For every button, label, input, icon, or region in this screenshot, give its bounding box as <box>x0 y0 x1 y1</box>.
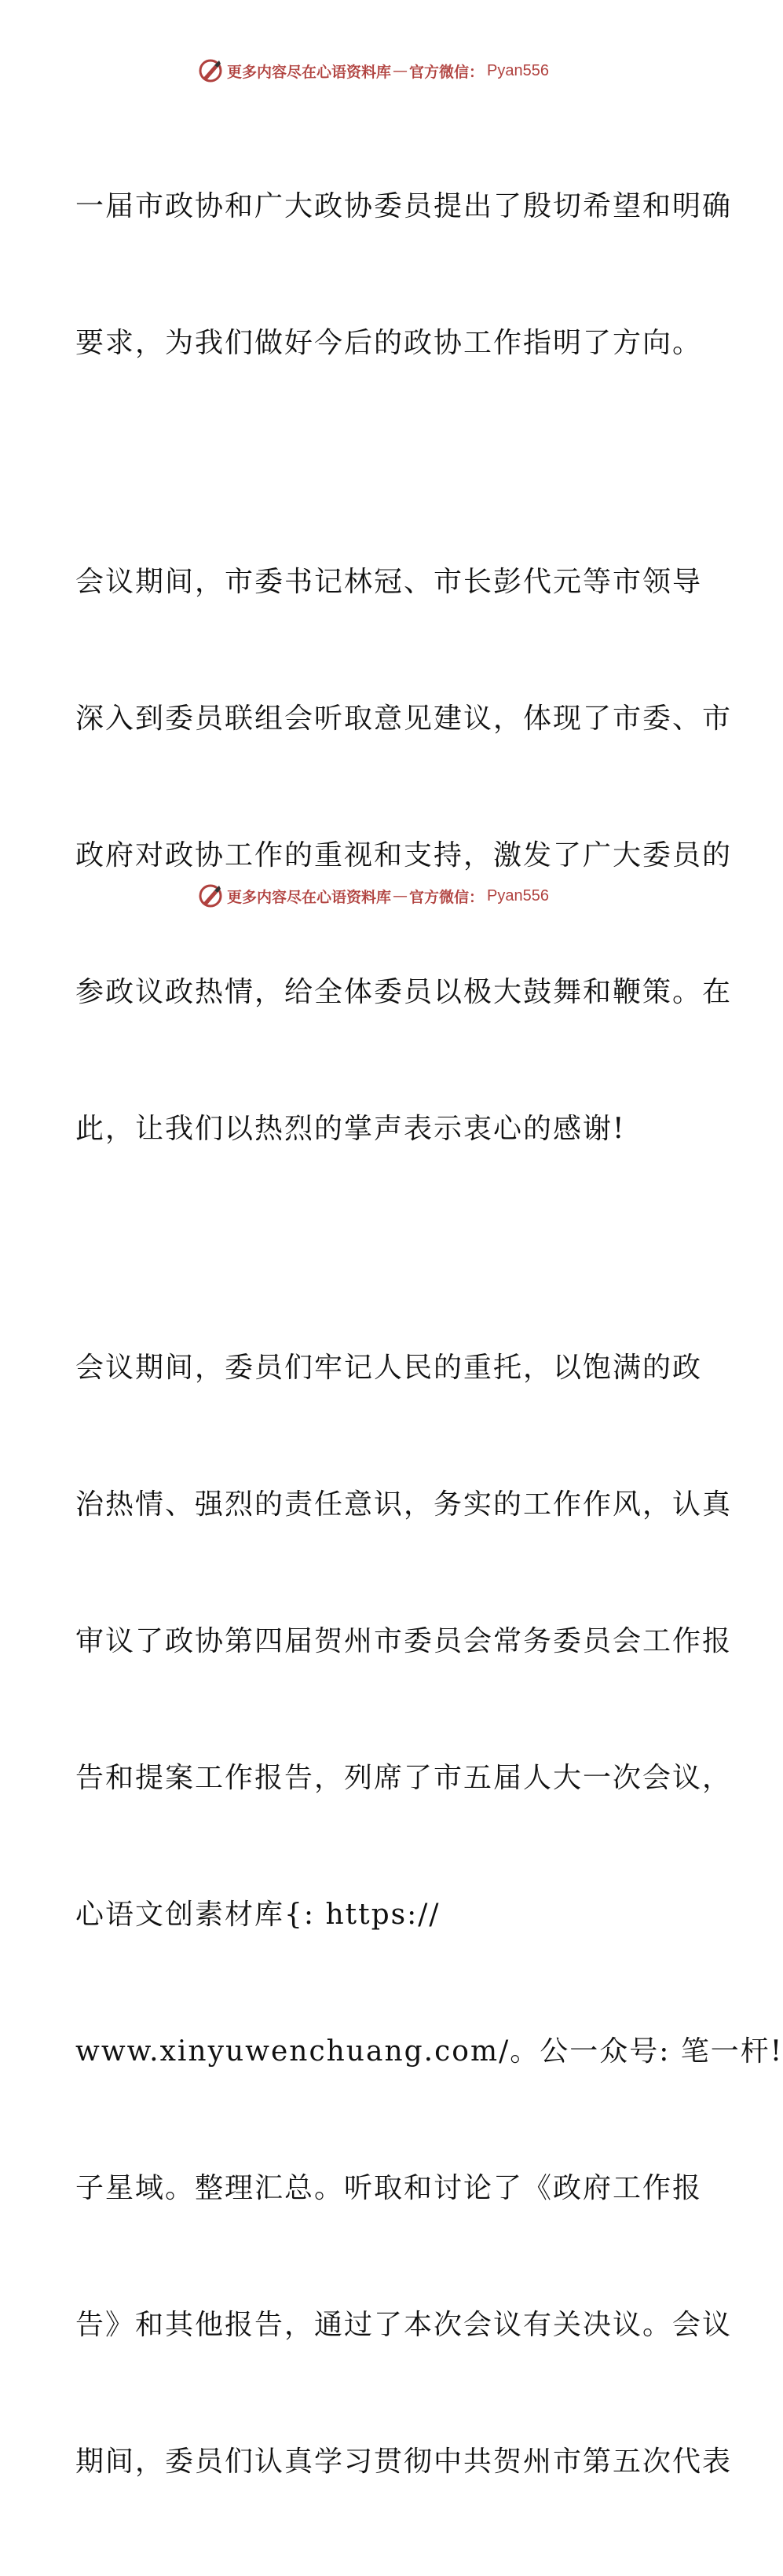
header-wechat-label: 官方微信： <box>409 63 485 81</box>
header-wechat-id: Pyan556 <box>487 61 549 79</box>
header-banner <box>0 55 746 86</box>
footer-brand-text: 更多内容尽在心语资料库 <box>227 888 392 906</box>
pen-logo-icon <box>197 883 224 909</box>
document-body <box>75 93 783 2576</box>
text-line: 会议期间，市委书记林冠、市长彭代元等市领导 <box>75 566 703 598</box>
text-line: www.xinyuwenchuang.com/。公一众号: 笔一杆! <box>75 2035 783 2068</box>
text-line: 一届市政协和广大政协委员提出了殷切希望和明确 <box>75 190 733 222</box>
pen-logo-icon <box>197 57 224 84</box>
text-line: 政府对政协工作的重视和支持，激发了广大委员的 <box>75 839 733 872</box>
footer-dash: — <box>393 887 408 905</box>
footer-banner <box>0 880 746 912</box>
text-line: 治热情、强烈的责任意识，务实的工作作风，认真 <box>75 1488 733 1521</box>
text-line: 告》和其他报告，通过了本次会议有关决议。会议 <box>75 2309 733 2341</box>
paragraph-3 <box>75 1254 783 2576</box>
footer-wechat-id: Pyan556 <box>487 886 549 905</box>
text-line: 告和提案工作报告，列席了市五届人大一次会议， <box>75 1762 733 1794</box>
text-line: 深入到委员联组会听取意见建议，体现了市委、市 <box>75 703 733 735</box>
paragraph-2 <box>75 468 733 1243</box>
text-line: 会议期间，委员们牢记人民的重托，以饱满的政 <box>75 1352 703 1384</box>
text-line: 要求，为我们做好今后的政协工作指明了方向。 <box>75 327 703 359</box>
text-line: 参政议政热情，给全体委员以极大鼓舞和鞭策。在 <box>75 976 733 1008</box>
header-brand-text: 更多内容尽在心语资料库 <box>227 63 392 81</box>
paragraph-1 <box>75 93 733 457</box>
text-line: 此，让我们以热烈的掌声表示衷心的感谢! <box>75 1113 626 1145</box>
text-line: 期间，委员们认真学习贯彻中共贺州市第五次代表 <box>75 2446 733 2478</box>
header-dash: — <box>393 62 408 79</box>
text-line: 子星域。整理汇总。听取和讨论了《政府工作报 <box>75 2172 703 2204</box>
footer-wechat-label: 官方微信： <box>409 888 485 906</box>
text-line: 审议了政协第四届贺州市委员会常务委员会工作报 <box>75 1625 733 1657</box>
text-line: 心语文创素材库{: https:// <box>75 1899 441 1931</box>
